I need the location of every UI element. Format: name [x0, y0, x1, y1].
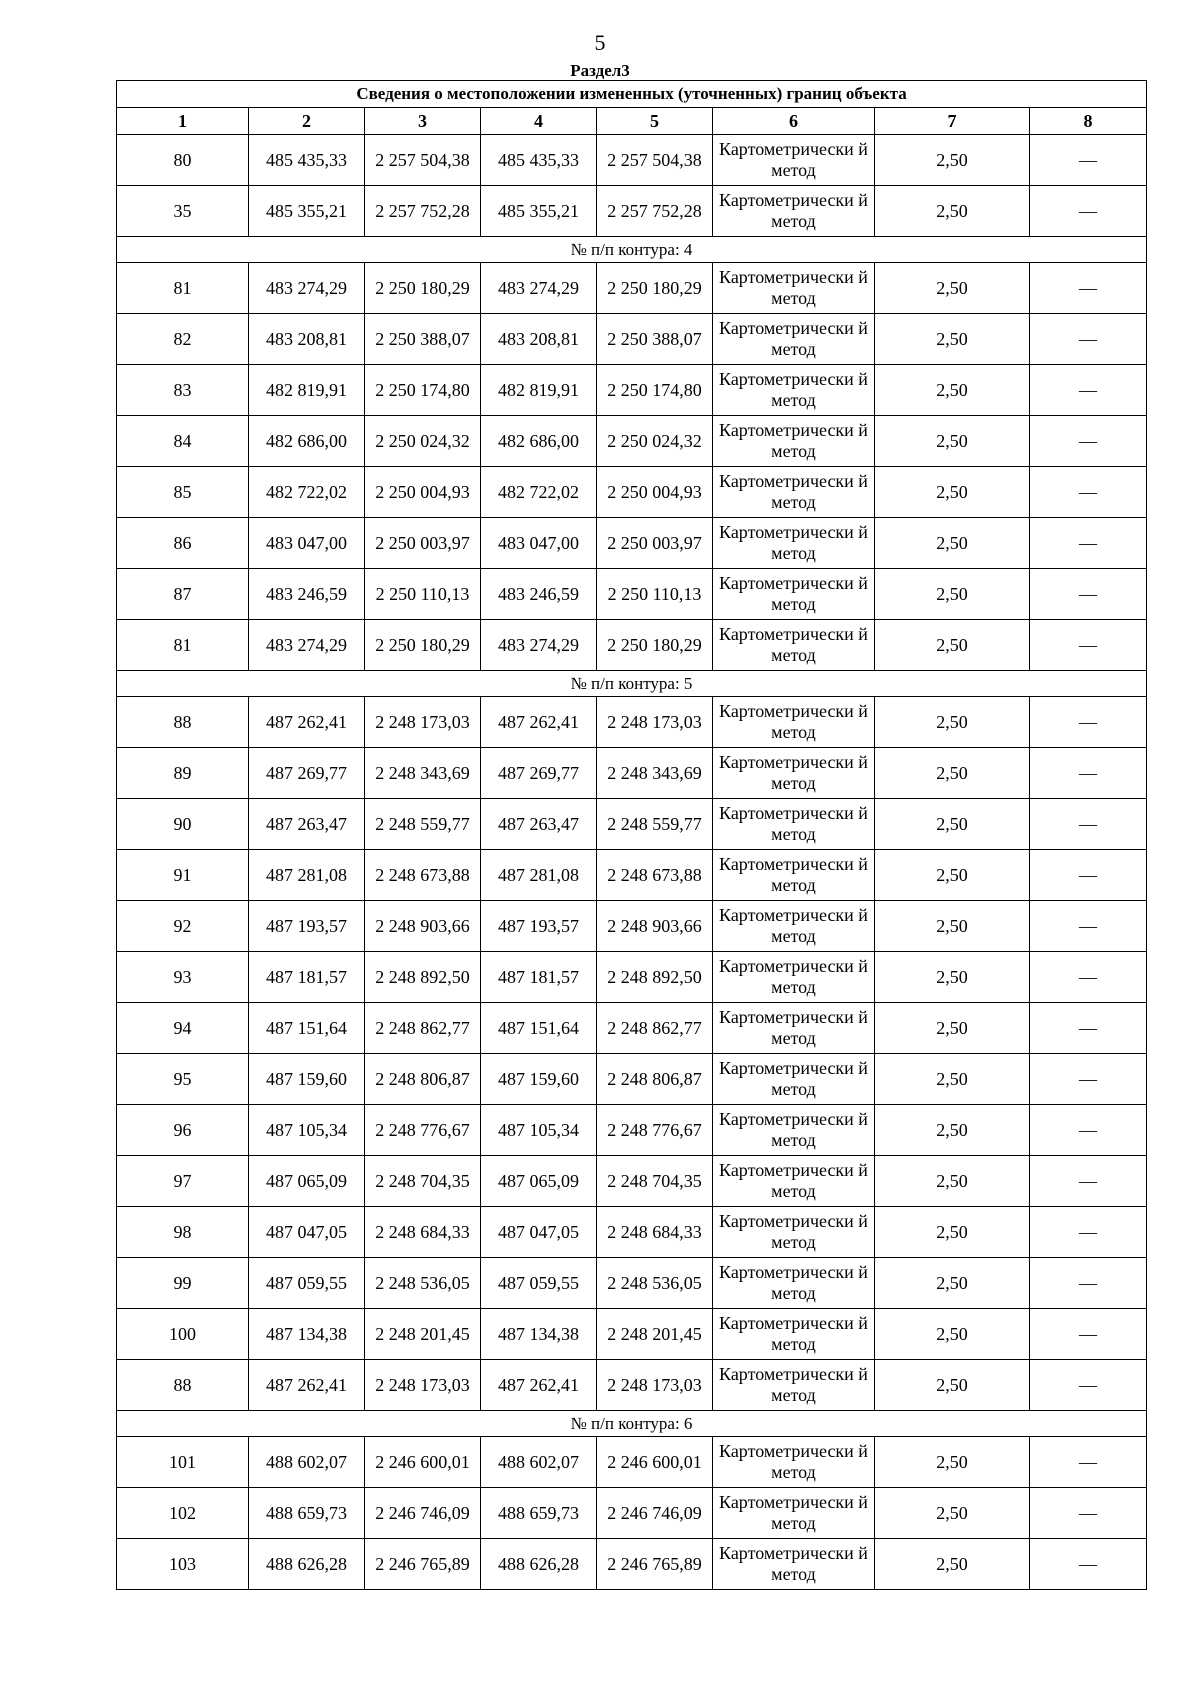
method-cell: Картометрически й метод	[713, 135, 875, 186]
point-number-cell: 81	[117, 263, 249, 314]
y-refined-cell: 2 248 673,88	[597, 850, 713, 901]
point-number-cell: 100	[117, 1309, 249, 1360]
y-existing-cell: 2 248 704,35	[365, 1156, 481, 1207]
accuracy-cell: 2,50	[875, 263, 1030, 314]
y-refined-cell: 2 248 173,03	[597, 697, 713, 748]
column-header: 6	[713, 108, 875, 135]
contour-header-row	[117, 237, 1147, 263]
accuracy-cell: 2,50	[875, 952, 1030, 1003]
x-existing-cell: 483 047,00	[249, 518, 365, 569]
boundary-coordinates-table	[116, 80, 1147, 1590]
method-cell: Картометрически й метод	[713, 416, 875, 467]
accuracy-cell: 2,50	[875, 186, 1030, 237]
x-existing-cell: 487 263,47	[249, 799, 365, 850]
method-cell: Картометрически й метод	[713, 569, 875, 620]
y-refined-cell: 2 250 180,29	[597, 263, 713, 314]
y-existing-cell: 2 246 746,09	[365, 1488, 481, 1539]
x-refined-cell: 487 065,09	[481, 1156, 597, 1207]
y-refined-cell: 2 246 600,01	[597, 1437, 713, 1488]
description-cell: —	[1030, 1105, 1147, 1156]
method-cell: Картометрически й метод	[713, 1003, 875, 1054]
point-number-cell: 92	[117, 901, 249, 952]
accuracy-cell: 2,50	[875, 850, 1030, 901]
x-existing-cell: 482 819,91	[249, 365, 365, 416]
table-row	[117, 518, 1147, 569]
x-existing-cell: 487 269,77	[249, 748, 365, 799]
method-cell: Картометрически й метод	[713, 186, 875, 237]
point-number-cell: 94	[117, 1003, 249, 1054]
accuracy-cell: 2,50	[875, 1360, 1030, 1411]
method-cell: Картометрически й метод	[713, 850, 875, 901]
accuracy-cell: 2,50	[875, 748, 1030, 799]
x-refined-cell: 487 281,08	[481, 850, 597, 901]
x-existing-cell: 485 355,21	[249, 186, 365, 237]
method-cell: Картометрически й метод	[713, 620, 875, 671]
y-existing-cell: 2 250 180,29	[365, 263, 481, 314]
y-refined-cell: 2 248 343,69	[597, 748, 713, 799]
method-cell: Картометрически й метод	[713, 1539, 875, 1590]
description-cell: —	[1030, 518, 1147, 569]
point-number-cell: 89	[117, 748, 249, 799]
y-existing-cell: 2 248 343,69	[365, 748, 481, 799]
method-cell: Картометрически й метод	[713, 799, 875, 850]
accuracy-cell: 2,50	[875, 1539, 1030, 1590]
x-refined-cell: 488 626,28	[481, 1539, 597, 1590]
accuracy-cell: 2,50	[875, 1105, 1030, 1156]
x-refined-cell: 487 262,41	[481, 1360, 597, 1411]
y-existing-cell: 2 248 173,03	[365, 1360, 481, 1411]
method-cell: Картометрически й метод	[713, 1054, 875, 1105]
y-refined-cell: 2 248 776,67	[597, 1105, 713, 1156]
x-refined-cell: 487 269,77	[481, 748, 597, 799]
y-refined-cell: 2 250 180,29	[597, 620, 713, 671]
x-existing-cell: 488 626,28	[249, 1539, 365, 1590]
table-body	[117, 135, 1147, 1590]
column-header: 5	[597, 108, 713, 135]
description-cell: —	[1030, 1207, 1147, 1258]
x-refined-cell: 485 435,33	[481, 135, 597, 186]
x-refined-cell: 487 151,64	[481, 1003, 597, 1054]
y-existing-cell: 2 250 180,29	[365, 620, 481, 671]
method-cell: Картометрически й метод	[713, 263, 875, 314]
point-number-cell: 82	[117, 314, 249, 365]
method-cell: Картометрически й метод	[713, 1258, 875, 1309]
y-refined-cell: 2 250 174,80	[597, 365, 713, 416]
x-refined-cell: 487 159,60	[481, 1054, 597, 1105]
accuracy-cell: 2,50	[875, 518, 1030, 569]
table-row	[117, 1156, 1147, 1207]
accuracy-cell: 2,50	[875, 1003, 1030, 1054]
description-cell: —	[1030, 569, 1147, 620]
x-existing-cell: 482 686,00	[249, 416, 365, 467]
page-number: 5	[594, 30, 606, 55]
description-cell: —	[1030, 1360, 1147, 1411]
x-existing-cell: 483 246,59	[249, 569, 365, 620]
y-existing-cell: 2 257 504,38	[365, 135, 481, 186]
y-existing-cell: 2 250 110,13	[365, 569, 481, 620]
y-existing-cell: 2 248 173,03	[365, 697, 481, 748]
point-number-cell: 35	[117, 186, 249, 237]
y-existing-cell: 2 250 388,07	[365, 314, 481, 365]
x-refined-cell: 487 263,47	[481, 799, 597, 850]
table-row	[117, 1539, 1147, 1590]
point-number-cell: 83	[117, 365, 249, 416]
y-existing-cell: 2 248 559,77	[365, 799, 481, 850]
x-existing-cell: 487 059,55	[249, 1258, 365, 1309]
description-cell: —	[1030, 1054, 1147, 1105]
accuracy-cell: 2,50	[875, 620, 1030, 671]
description-cell: —	[1030, 620, 1147, 671]
point-number-cell: 84	[117, 416, 249, 467]
column-header: 4	[481, 108, 597, 135]
point-number-cell: 101	[117, 1437, 249, 1488]
method-cell: Картометрически й метод	[713, 1309, 875, 1360]
x-existing-cell: 483 208,81	[249, 314, 365, 365]
x-refined-cell: 487 262,41	[481, 697, 597, 748]
x-refined-cell: 487 047,05	[481, 1207, 597, 1258]
point-number-cell: 103	[117, 1539, 249, 1590]
x-refined-cell: 487 181,57	[481, 952, 597, 1003]
method-cell: Картометрически й метод	[713, 518, 875, 569]
x-existing-cell: 488 659,73	[249, 1488, 365, 1539]
contour-label: № п/п контура: 5	[117, 671, 1147, 697]
accuracy-cell: 2,50	[875, 569, 1030, 620]
accuracy-cell: 2,50	[875, 1156, 1030, 1207]
y-refined-cell: 2 248 201,45	[597, 1309, 713, 1360]
x-refined-cell: 483 047,00	[481, 518, 597, 569]
x-refined-cell: 483 274,29	[481, 620, 597, 671]
accuracy-cell: 2,50	[875, 1258, 1030, 1309]
point-number-cell: 90	[117, 799, 249, 850]
x-refined-cell: 482 686,00	[481, 416, 597, 467]
y-refined-cell: 2 257 504,38	[597, 135, 713, 186]
y-existing-cell: 2 248 776,67	[365, 1105, 481, 1156]
x-existing-cell: 487 262,41	[249, 1360, 365, 1411]
method-cell: Картометрически й метод	[713, 1156, 875, 1207]
accuracy-cell: 2,50	[875, 365, 1030, 416]
x-refined-cell: 483 246,59	[481, 569, 597, 620]
accuracy-cell: 2,50	[875, 1488, 1030, 1539]
x-existing-cell: 487 105,34	[249, 1105, 365, 1156]
table-row	[117, 1437, 1147, 1488]
y-refined-cell: 2 250 024,32	[597, 416, 713, 467]
y-existing-cell: 2 248 892,50	[365, 952, 481, 1003]
y-refined-cell: 2 250 003,97	[597, 518, 713, 569]
point-number-cell: 80	[117, 135, 249, 186]
accuracy-cell: 2,50	[875, 416, 1030, 467]
x-refined-cell: 488 659,73	[481, 1488, 597, 1539]
method-cell: Картометрически й метод	[713, 1207, 875, 1258]
table-row	[117, 365, 1147, 416]
column-header: 3	[365, 108, 481, 135]
x-refined-cell: 487 134,38	[481, 1309, 597, 1360]
method-cell: Картометрически й метод	[713, 365, 875, 416]
y-existing-cell: 2 248 862,77	[365, 1003, 481, 1054]
x-existing-cell: 487 159,60	[249, 1054, 365, 1105]
x-existing-cell: 483 274,29	[249, 263, 365, 314]
x-existing-cell: 482 722,02	[249, 467, 365, 518]
y-existing-cell: 2 257 752,28	[365, 186, 481, 237]
contour-header-row	[117, 1411, 1147, 1437]
y-refined-cell: 2 248 862,77	[597, 1003, 713, 1054]
point-number-cell: 98	[117, 1207, 249, 1258]
method-cell: Картометрически й метод	[713, 1105, 875, 1156]
y-existing-cell: 2 246 600,01	[365, 1437, 481, 1488]
x-refined-cell: 488 602,07	[481, 1437, 597, 1488]
y-refined-cell: 2 248 704,35	[597, 1156, 713, 1207]
y-refined-cell: 2 248 903,66	[597, 901, 713, 952]
table-row	[117, 748, 1147, 799]
description-cell: —	[1030, 416, 1147, 467]
column-header: 7	[875, 108, 1030, 135]
table-row	[117, 620, 1147, 671]
y-existing-cell: 2 248 903,66	[365, 901, 481, 952]
description-cell: —	[1030, 365, 1147, 416]
x-existing-cell: 488 602,07	[249, 1437, 365, 1488]
accuracy-cell: 2,50	[875, 1309, 1030, 1360]
point-number-cell: 93	[117, 952, 249, 1003]
method-cell: Картометрически й метод	[713, 1437, 875, 1488]
table-row	[117, 901, 1147, 952]
y-refined-cell: 2 248 536,05	[597, 1258, 713, 1309]
method-cell: Картометрически й метод	[713, 314, 875, 365]
description-cell: —	[1030, 1539, 1147, 1590]
table-row	[117, 952, 1147, 1003]
y-existing-cell: 2 248 806,87	[365, 1054, 481, 1105]
description-cell: —	[1030, 135, 1147, 186]
x-refined-cell: 487 193,57	[481, 901, 597, 952]
method-cell: Картометрически й метод	[713, 748, 875, 799]
table-row	[117, 263, 1147, 314]
x-existing-cell: 485 435,33	[249, 135, 365, 186]
y-existing-cell: 2 250 024,32	[365, 416, 481, 467]
contour-label: № п/п контура: 4	[117, 237, 1147, 263]
x-refined-cell: 487 059,55	[481, 1258, 597, 1309]
x-existing-cell: 487 262,41	[249, 697, 365, 748]
method-cell: Картометрически й метод	[713, 901, 875, 952]
description-cell: —	[1030, 1003, 1147, 1054]
method-cell: Картометрически й метод	[713, 697, 875, 748]
table-caption-row	[117, 81, 1147, 108]
description-cell: —	[1030, 1309, 1147, 1360]
y-refined-cell: 2 248 684,33	[597, 1207, 713, 1258]
description-cell: —	[1030, 697, 1147, 748]
contour-header-row	[117, 671, 1147, 697]
description-cell: —	[1030, 1488, 1147, 1539]
table-row	[117, 1360, 1147, 1411]
y-refined-cell: 2 248 892,50	[597, 952, 713, 1003]
y-existing-cell: 2 248 684,33	[365, 1207, 481, 1258]
contour-label: № п/п контура: 6	[117, 1411, 1147, 1437]
table-row	[117, 1488, 1147, 1539]
x-refined-cell: 487 105,34	[481, 1105, 597, 1156]
y-existing-cell: 2 248 536,05	[365, 1258, 481, 1309]
table-row	[117, 697, 1147, 748]
point-number-cell: 99	[117, 1258, 249, 1309]
y-existing-cell: 2 248 673,88	[365, 850, 481, 901]
y-refined-cell: 2 250 110,13	[597, 569, 713, 620]
y-refined-cell: 2 248 173,03	[597, 1360, 713, 1411]
table-row	[117, 135, 1147, 186]
x-existing-cell: 487 065,09	[249, 1156, 365, 1207]
description-cell: —	[1030, 314, 1147, 365]
point-number-cell: 102	[117, 1488, 249, 1539]
column-header: 2	[249, 108, 365, 135]
y-refined-cell: 2 248 559,77	[597, 799, 713, 850]
description-cell: —	[1030, 1437, 1147, 1488]
x-existing-cell: 487 047,05	[249, 1207, 365, 1258]
y-refined-cell: 2 246 746,09	[597, 1488, 713, 1539]
description-cell: —	[1030, 263, 1147, 314]
table-row	[117, 416, 1147, 467]
point-number-cell: 86	[117, 518, 249, 569]
table-row	[117, 314, 1147, 365]
accuracy-cell: 2,50	[875, 901, 1030, 952]
description-cell: —	[1030, 748, 1147, 799]
y-refined-cell: 2 250 388,07	[597, 314, 713, 365]
accuracy-cell: 2,50	[875, 799, 1030, 850]
x-existing-cell: 483 274,29	[249, 620, 365, 671]
table-row	[117, 1309, 1147, 1360]
table-row	[117, 799, 1147, 850]
x-existing-cell: 487 193,57	[249, 901, 365, 952]
x-existing-cell: 487 281,08	[249, 850, 365, 901]
y-refined-cell: 2 250 004,93	[597, 467, 713, 518]
accuracy-cell: 2,50	[875, 314, 1030, 365]
point-number-cell: 81	[117, 620, 249, 671]
x-refined-cell: 482 722,02	[481, 467, 597, 518]
description-cell: —	[1030, 1258, 1147, 1309]
point-number-cell: 87	[117, 569, 249, 620]
x-existing-cell: 487 134,38	[249, 1309, 365, 1360]
x-existing-cell: 487 151,64	[249, 1003, 365, 1054]
table-row	[117, 1003, 1147, 1054]
table-row	[117, 850, 1147, 901]
table-row	[117, 467, 1147, 518]
description-cell: —	[1030, 799, 1147, 850]
method-cell: Картометрически й метод	[713, 1360, 875, 1411]
point-number-cell: 88	[117, 697, 249, 748]
y-existing-cell: 2 248 201,45	[365, 1309, 481, 1360]
table-caption: Сведения о местоположении измененных (уточненных) границ объекта	[117, 81, 1147, 108]
accuracy-cell: 2,50	[875, 1207, 1030, 1258]
y-refined-cell: 2 257 752,28	[597, 186, 713, 237]
y-existing-cell: 2 250 003,97	[365, 518, 481, 569]
table-row	[117, 1054, 1147, 1105]
method-cell: Картометрически й метод	[713, 1488, 875, 1539]
y-existing-cell: 2 250 174,80	[365, 365, 481, 416]
description-cell: —	[1030, 186, 1147, 237]
point-number-cell: 85	[117, 467, 249, 518]
method-cell: Картометрически й метод	[713, 952, 875, 1003]
column-header: 1	[117, 108, 249, 135]
description-cell: —	[1030, 952, 1147, 1003]
x-refined-cell: 483 274,29	[481, 263, 597, 314]
method-cell: Картометрически й метод	[713, 467, 875, 518]
point-number-cell: 97	[117, 1156, 249, 1207]
section-title: Раздел3	[570, 61, 630, 80]
description-cell: —	[1030, 901, 1147, 952]
description-cell: —	[1030, 850, 1147, 901]
accuracy-cell: 2,50	[875, 697, 1030, 748]
table-row	[117, 186, 1147, 237]
point-number-cell: 95	[117, 1054, 249, 1105]
table-row	[117, 569, 1147, 620]
accuracy-cell: 2,50	[875, 467, 1030, 518]
point-number-cell: 88	[117, 1360, 249, 1411]
table-row	[117, 1258, 1147, 1309]
column-header-row	[117, 108, 1147, 135]
y-refined-cell: 2 248 806,87	[597, 1054, 713, 1105]
x-refined-cell: 482 819,91	[481, 365, 597, 416]
accuracy-cell: 2,50	[875, 1437, 1030, 1488]
y-existing-cell: 2 250 004,93	[365, 467, 481, 518]
description-cell: —	[1030, 1156, 1147, 1207]
table-row	[117, 1105, 1147, 1156]
description-cell: —	[1030, 467, 1147, 518]
accuracy-cell: 2,50	[875, 135, 1030, 186]
point-number-cell: 96	[117, 1105, 249, 1156]
x-refined-cell: 483 208,81	[481, 314, 597, 365]
x-refined-cell: 485 355,21	[481, 186, 597, 237]
y-existing-cell: 2 246 765,89	[365, 1539, 481, 1590]
point-number-cell: 91	[117, 850, 249, 901]
y-refined-cell: 2 246 765,89	[597, 1539, 713, 1590]
x-existing-cell: 487 181,57	[249, 952, 365, 1003]
column-header: 8	[1030, 108, 1147, 135]
accuracy-cell: 2,50	[875, 1054, 1030, 1105]
table-row	[117, 1207, 1147, 1258]
